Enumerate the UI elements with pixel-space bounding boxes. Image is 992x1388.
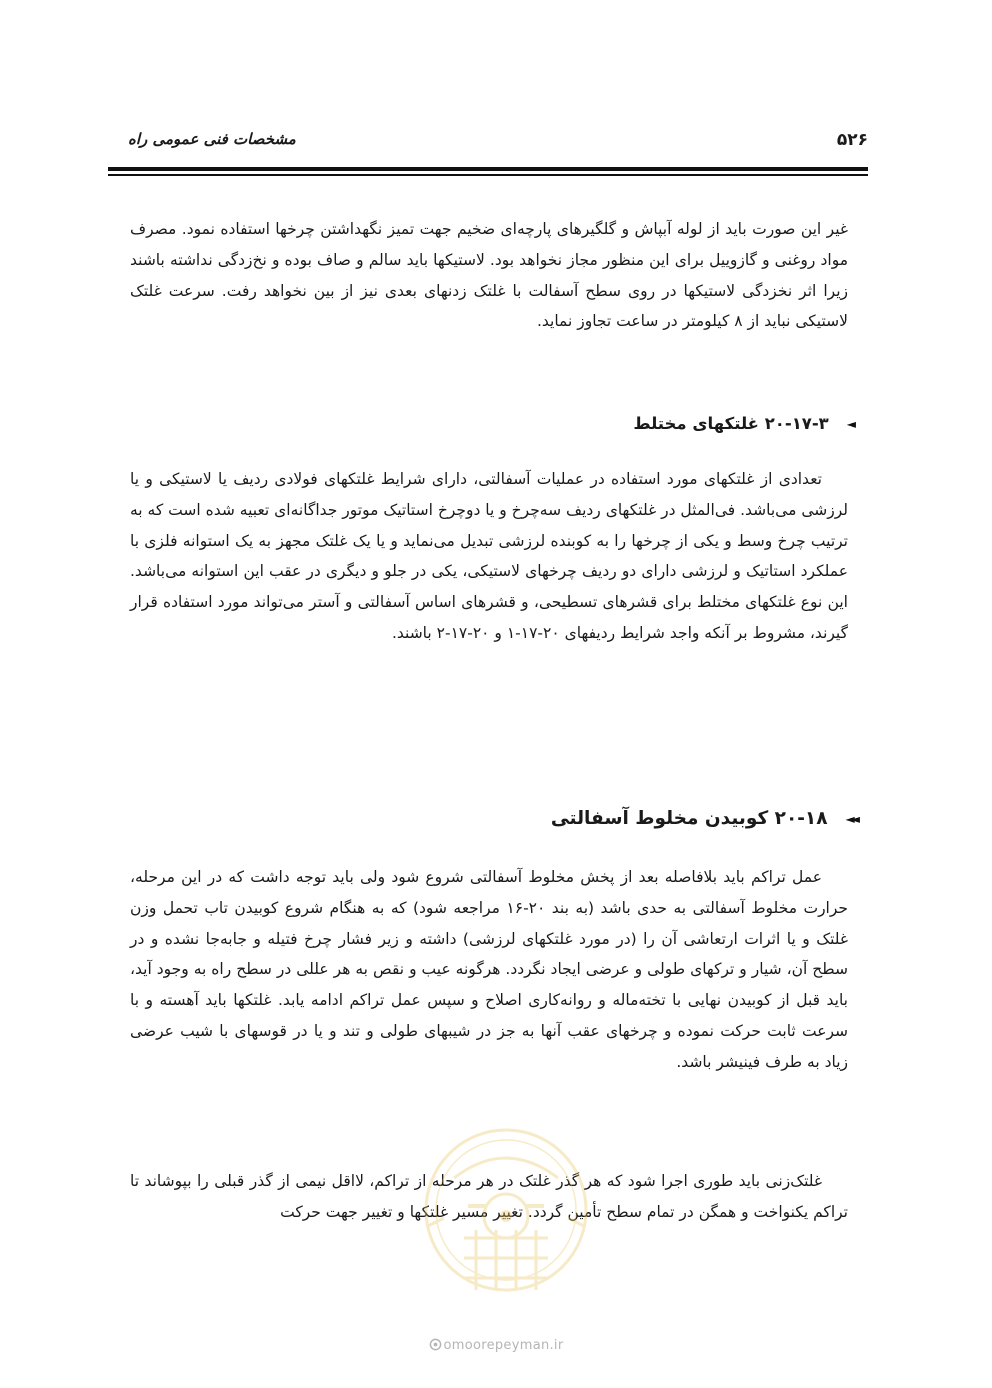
section-heading-text: ۲۰-۱۸ کوبیدن مخلوط آسفالتی: [550, 808, 828, 829]
running-title: مشخصات فنی عمومی راه: [128, 130, 296, 148]
compaction-paragraph-2: غلتک‌زنی باید طوری اجرا شود که هر گذر غلتک در هر مرحله از تراکم، لااقل نیمی از گذر قبلی را بپوشاند تا تراکم یکنواخت و همگن در تمام سطح تأمین گردد. تغییر مسیر غلتکها و تغییر جهت حرکت: [130, 1172, 848, 1221]
compaction-paragraph-1: عمل تراکم باید بلافاصله بعد از پخش مخلوط آسفالتی شروع شود ولی باید توجه داشت که در این مرحله، حرارت مخلوط آسفالتی به حدی باشد (به بند ۲۰-۱۶ مراجعه شود) که به هنگام شروع کوبیدن تاب تحمل وزن غلتک و یا اثرات ارتعاشی آن را (در مورد غلتکهای لرزشی) داشته و زیر فشار چرخ فتیله و جابه‌جا نشده و در سطح آن، شیار و ترکهای طولی و عرضی ایجاد نگردد. هرگونه عیب و نقص به هر عللی در سطح راه به وجود آید، باید قبل از کوبیدن نهایی با تخته‌ماله و روانه‌کاری اصلاح و سپس عمل تراکم ادامه یابد. غلتکها باید آهسته و با سرعت ثابت حرکت نموده و چرخهای عقب آنها به جز در شیبهای طولی و تند و یا در قوسهای با شیب عرضی زیاد به طرف فینیشر باشد.: [130, 868, 848, 1071]
bullet-arrow-icon: ◄: [846, 416, 856, 431]
site-credit: [0, 1338, 992, 1353]
credit-text: omoorepeyman.ir: [443, 1338, 564, 1353]
double-bullet-arrow-icon: ◄◄: [845, 811, 856, 826]
section-heading-compaction: [551, 808, 856, 829]
intro-paragraph: غیر این صورت باید از لوله آبپاش و گلگیرهای پارچه‌ای ضخیم جهت تمیز نگهداشتن چرخها استفاده نمود. مصرف مواد روغنی و گازوییل برای این منظور مجاز نخواهد بود. لاستیکها باید سالم و صاف بوده و نخ‌زدگی نداشته باشند زیرا اثر نخزدگی لاستیکها در روی سطح آسفالت با غلتک زدنهای بعدی نیز از بین نخواهد رفت. سرعت غلتک لاستیکی نباید از ۸ کیلومتر در ساعت تجاوز نماید.: [130, 220, 848, 331]
gear-icon: [429, 1338, 442, 1351]
mixed-rollers-paragraph: تعدادی از غلتکهای مورد استفاده در عملیات آسفالتی، دارای شرایط غلتکهای فولادی ردیف یا لاستیکی و یا لرزشی می‌باشد. فی‌المثل در غلتکهای ردیف سه‌چرخ و یا دوچرخ استاتیک موتور جداگانه‌ای تعبیه شده است که به ترتیب چرخ وسط و یکی از چرخها را به کوبنده لرزشی تبدیل می‌نماید و یا یک غلتک مجهز به یک استوانه فلزی با عملکرد استاتیک و لرزشی دارای دو ردیف چرخهای لاستیکی، یکی در جلو و دیگری در عقب این استوانه می‌باشد. این نوع غلتکهای مختلط برای قشرهای تسطیحی، و قشرهای اساس آسفالتی و آستر می‌تواند مورد استفاده قرار گیرند، مشروط بر آنکه واجد شرایط ردیفهای ۲۰-۱۷-۱ و ۲۰-۱۷-۲ باشند.: [130, 470, 848, 642]
page-number: ۵۲۶: [836, 130, 868, 150]
section-heading-mixed-rollers: [633, 414, 856, 433]
page-header: [108, 126, 868, 156]
header-rule-thin: [108, 174, 868, 176]
header-rule-thick: [108, 167, 868, 171]
section-heading-text: ۲۰-۱۷-۳ غلتکهای مختلط: [633, 414, 829, 433]
